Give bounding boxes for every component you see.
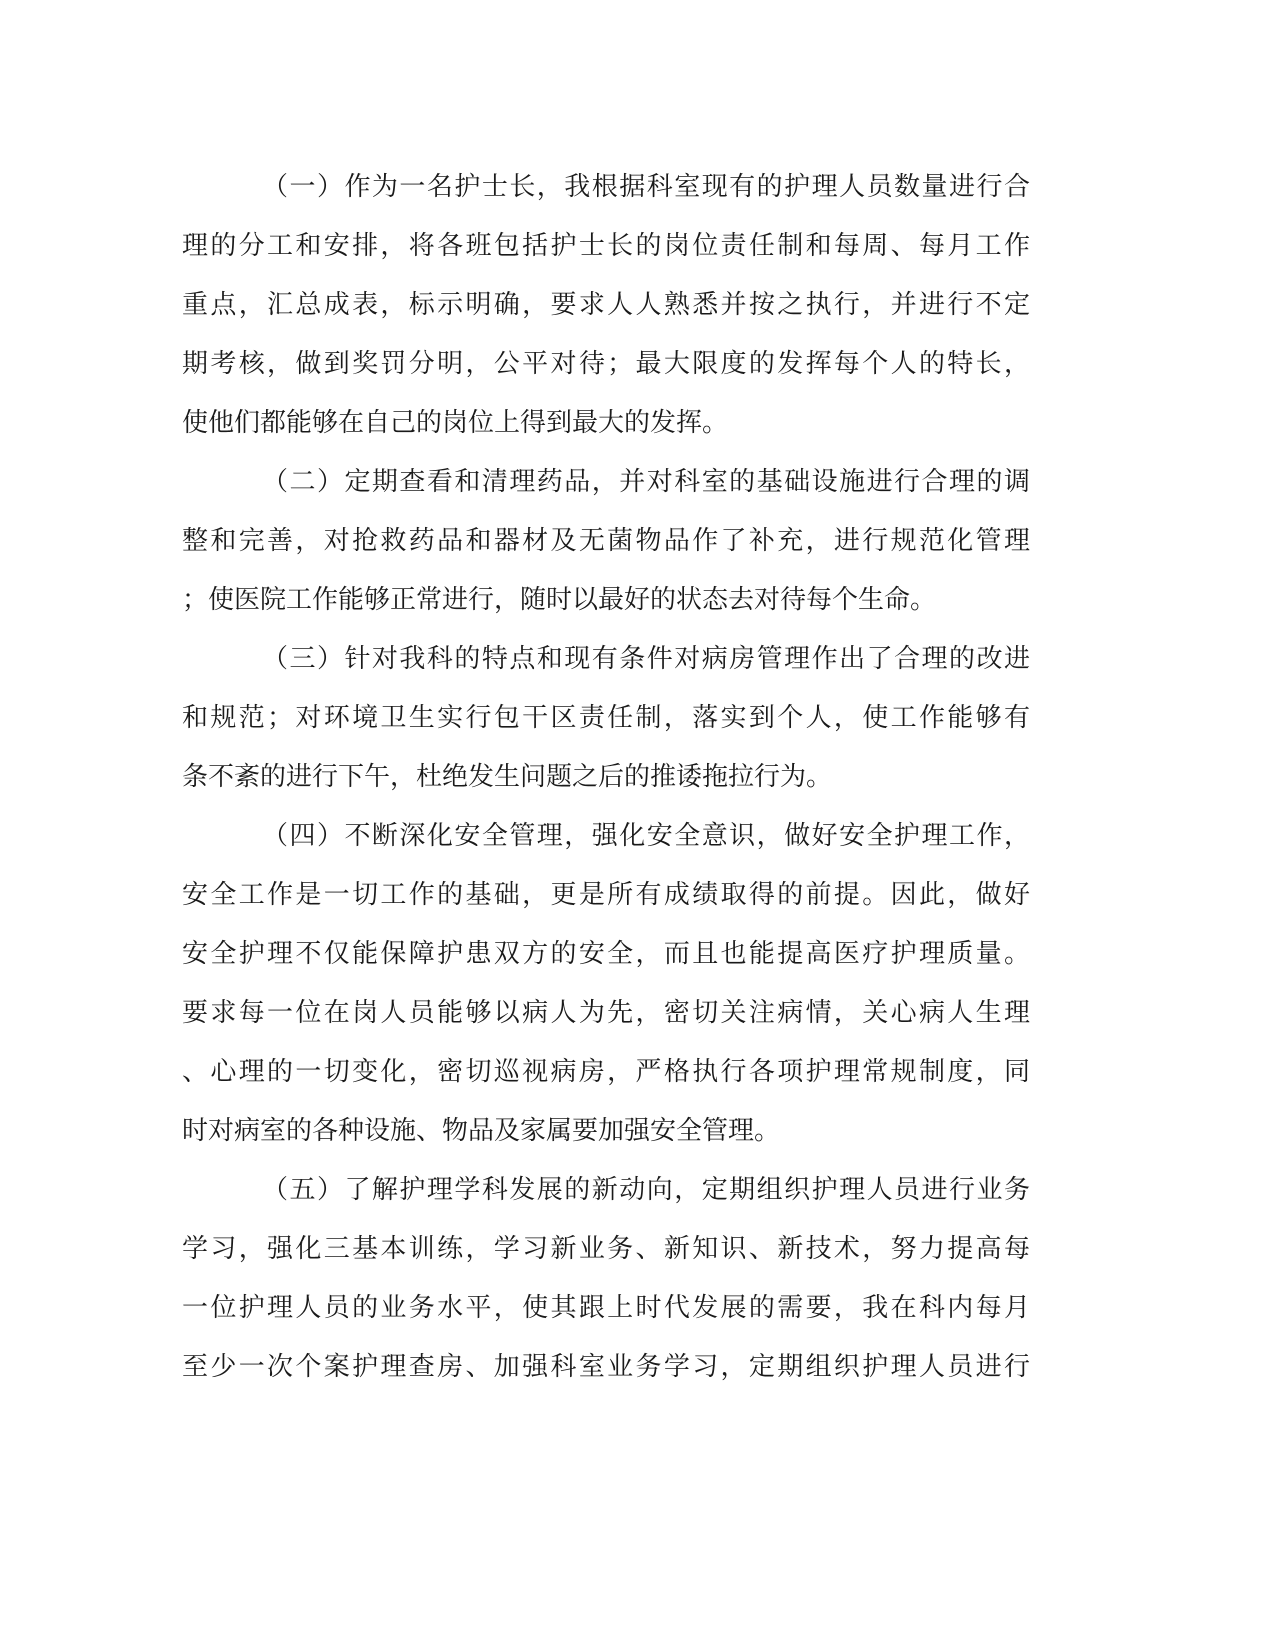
paragraph-3-line-1: （三）针对我科的特点和现有条件对病房管理作出了合理的改进	[262, 644, 1030, 674]
paragraph-1-line-3: 重点，汇总成表，标示明确，要求人人熟悉并按之执行，并进行不定	[182, 290, 1030, 320]
paragraph-4-line-2: 安全工作是一切工作的基础，更是所有成绩取得的前提。因此，做好	[182, 880, 1030, 910]
document-body	[182, 158, 1030, 1397]
paragraph-5-line-2: 学习，强化三基本训练，学习新业务、新知识、新技术，努力提高每	[182, 1234, 1030, 1264]
paragraph-2-line-3: ；使医院工作能够正常进行，随时以最好的状态去对待每个生命。	[182, 585, 937, 615]
paragraph-1-line-2: 理的分工和安排，将各班包括护士长的岗位责任制和每周、每月工作	[182, 231, 1030, 261]
paragraph-1-line-1: （一）作为一名护士长，我根据科室现有的护理人员数量进行合	[262, 172, 1030, 202]
paragraph-5-line-1: （五）了解护理学科发展的新动向，定期组织护理人员进行业务	[262, 1175, 1030, 1205]
paragraph-4-line-6: 时对病室的各种设施、物品及家属要加强安全管理。	[182, 1116, 781, 1146]
paragraph-4-line-3: 安全护理不仅能保障护患双方的安全，而且也能提高医疗护理质量。	[182, 939, 1030, 969]
paragraph-4-line-1: （四）不断深化安全管理，强化安全意识，做好安全护理工作，	[262, 821, 1030, 851]
paragraph-4-line-5: 、心理的一切变化，密切巡视病房，严格执行各项护理常规制度，同	[182, 1057, 1030, 1087]
paragraph-3-line-3: 条不紊的进行下午，杜绝发生问题之后的推诿拖拉行为。	[182, 762, 833, 792]
paragraph-1-line-5: 使他们都能够在自己的岗位上得到最大的发挥。	[182, 408, 729, 438]
paragraph-5-line-4: 至少一次个案护理查房、加强科室业务学习，定期组织护理人员进行	[182, 1352, 1030, 1382]
paragraph-3-line-2: 和规范；对环境卫生实行包干区责任制，落实到个人，使工作能够有	[182, 703, 1030, 733]
paragraph-4-line-4: 要求每一位在岗人员能够以病人为先，密切关注病情，关心病人生理	[182, 998, 1030, 1028]
paragraph-5-line-3: 一位护理人员的业务水平，使其跟上时代发展的需要，我在科内每月	[182, 1293, 1030, 1323]
paragraph-1-line-4: 期考核，做到奖罚分明，公平对待；最大限度的发挥每个人的特长，	[182, 349, 1030, 379]
paragraph-2-line-1: （二）定期查看和清理药品，并对科室的基础设施进行合理的调	[262, 467, 1030, 497]
paragraph-2-line-2: 整和完善，对抢救药品和器材及无菌物品作了补充，进行规范化管理	[182, 526, 1030, 556]
